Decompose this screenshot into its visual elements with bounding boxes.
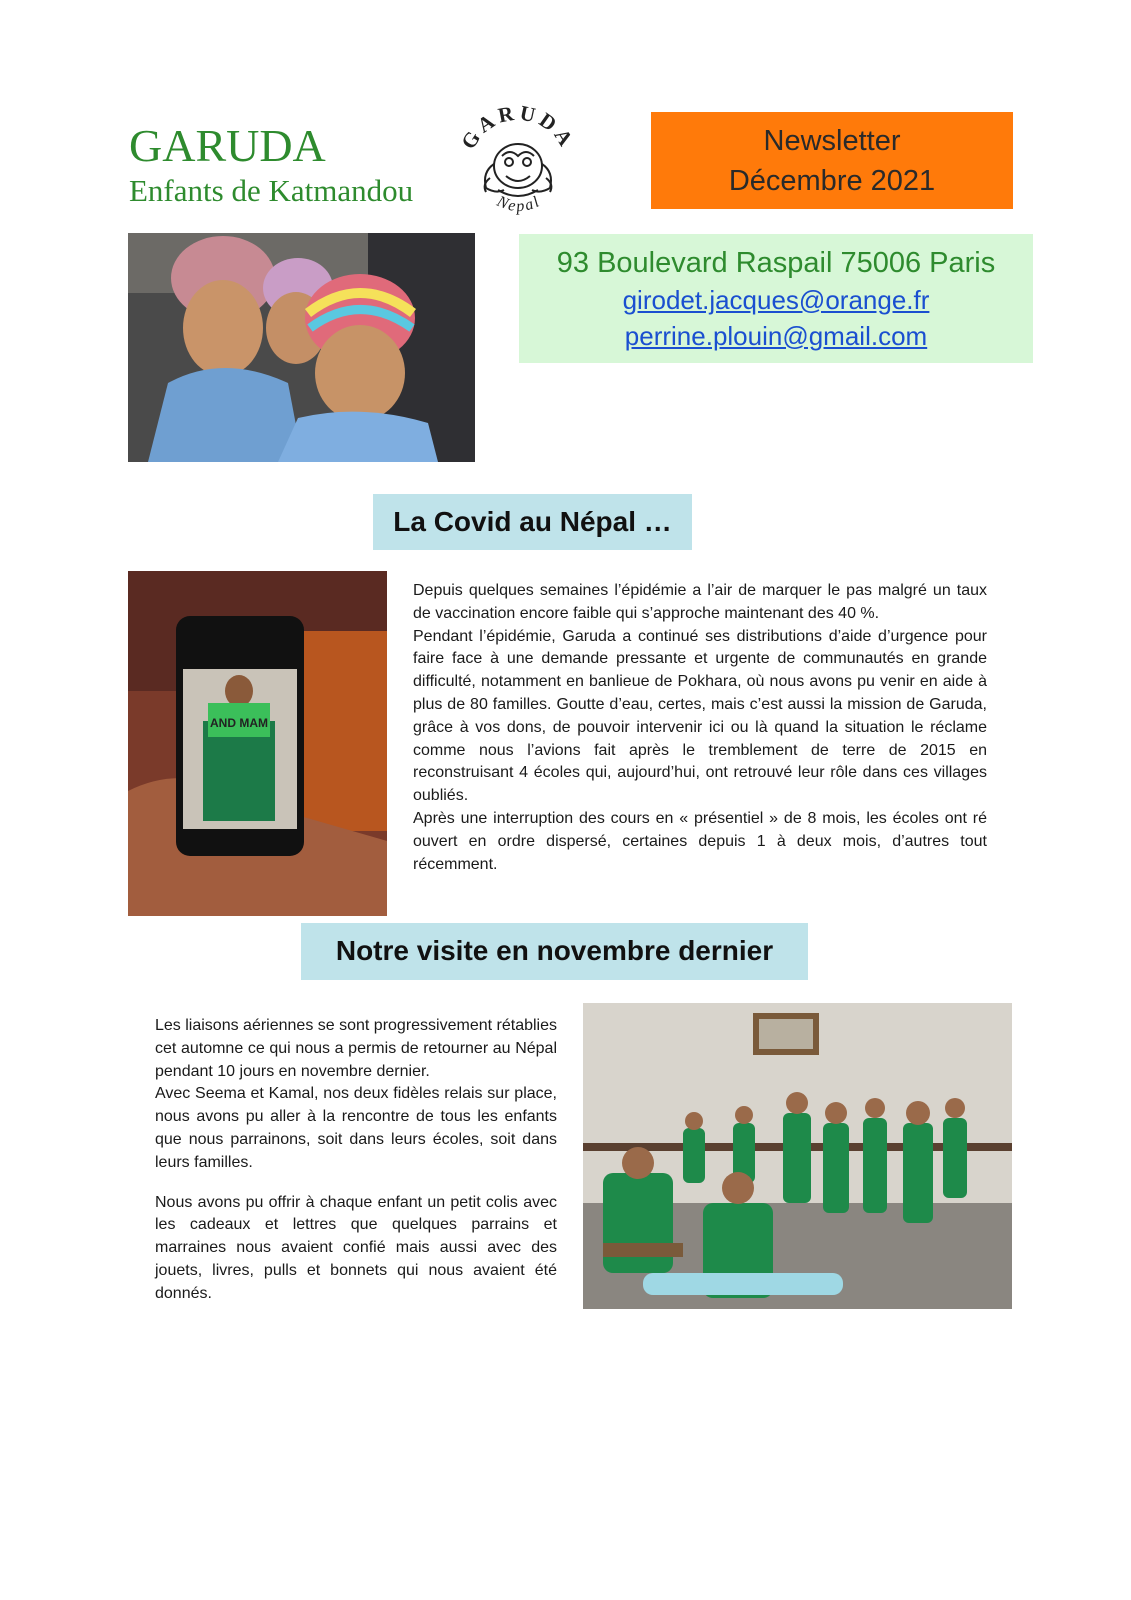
visit-paragraph-2: Avec Seema et Kamal, nos deux fidèles relais sur place, nous avons pu aller à la rencontre de tous les enfants que nous parrainons, soit dans leurs écoles, soit dans leurs familles.	[155, 1085, 557, 1171]
visit-paragraph-3: Nous avons pu offrir à chaque enfant un petit colis avec les cadeaux et lettres que quelques parrains et marraines nous avaient confié mais aussi avec des jouets, livres, pulls et bonnets qui nous avaient été donnés.	[155, 1193, 557, 1302]
section-heading-covid: La Covid au Népal …	[373, 494, 692, 550]
covid-paragraph-2: Pendant l’épidémie, Garuda a continué ses distributions d’aide d’urgence pour faire face à une demande pressante et urgente de communautés en grande difficulté, notamment en banlieue de Pokhara, où nous avons pu venir en aide à plus de 80 familles. Goutte d’eau, certes, mais c’est aussi la mission de Garuda, grâce à vos dons, de pouvoir intervenir ici ou là quand la situation le réclame comme nous l’avions fait après le tremblement de terre de 2015 en reconstruisant 4 écoles qui, aujourd’hui, ont retrouvé leur rôle dans ces villages oubliés.	[413, 627, 987, 805]
section-heading-visit: Notre visite en novembre dernier	[301, 923, 808, 980]
svg-text:GARUDA	[456, 104, 580, 153]
newsletter-label: Newsletter	[763, 124, 901, 157]
classroom-photo	[583, 1003, 1012, 1309]
visit-article	[155, 1015, 557, 1323]
postal-address: 93 Boulevard Raspail 75006 Paris	[556, 246, 996, 279]
phone-sign-text: AND MAM	[210, 716, 268, 730]
visit-paragraph-1: Les liaisons aériennes se sont progressivement rétablies cet automne ce qui nous a permis de retourner au Népal pendant 10 jours en novembre dernier.	[155, 1017, 557, 1080]
email-link-jacques[interactable]: girodet.jacques@orange.fr	[622, 284, 930, 315]
email-link-perrine[interactable]: perrine.plouin@gmail.com	[624, 320, 928, 351]
covid-paragraph-1: Depuis quelques semaines l’épidémie a l’air de marquer le pas malgré un taux de vaccination encore faible qui s’approche maintenant des 40 %.	[413, 582, 987, 622]
newsletter-badge	[651, 112, 1013, 209]
logo-top-text: GARUDA	[456, 104, 580, 154]
covid-paragraph-3: Après une interruption des cours en « présentiel » de 8 mois, les écoles ont ré ouvert en ordre dispersé, certaines depuis 1 à deux mois, d’autres tout récemment.	[413, 809, 987, 873]
org-title: GARUDA	[129, 120, 326, 171]
newsletter-date: Décembre 2021	[728, 164, 936, 197]
garuda-logo	[454, 104, 582, 222]
children-photo	[128, 233, 475, 462]
phone-photo	[128, 571, 387, 916]
contact-box	[519, 234, 1033, 363]
logo-bottom-text: Nepal	[494, 192, 544, 216]
org-subtitle: Enfants de Katmandou	[129, 173, 414, 208]
covid-article	[413, 580, 987, 876]
